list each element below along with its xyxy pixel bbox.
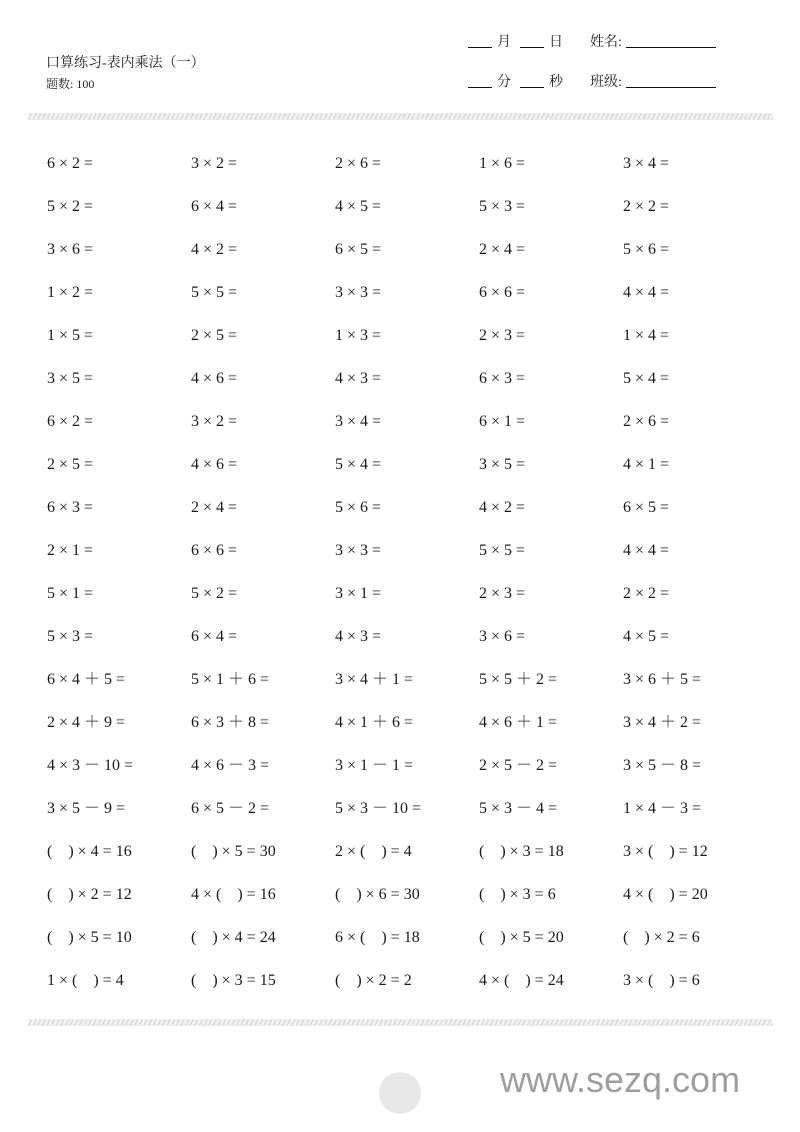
problem-cell: 4 × 4 =: [623, 542, 670, 559]
problem-cell: 4 × 5 =: [623, 628, 670, 645]
problem-cell: 4 × 1 =: [623, 456, 670, 473]
problem-cell: 3 × 2 =: [191, 413, 238, 430]
problem-cell: ( ) × 5 = 20: [479, 929, 564, 946]
problem-cell: 3 × 4 =: [335, 413, 382, 430]
problem-cell: 2 × 6 =: [623, 413, 670, 430]
problem-cell: 3 × 5 =: [47, 370, 94, 387]
month-label: 月: [497, 35, 511, 50]
problem-cell: 4 × 6 － 3 =: [191, 757, 270, 774]
problem-cell: 1 × 6 =: [479, 155, 526, 172]
problem-cell: 2 × 4 =: [191, 499, 238, 516]
minute-label: 分: [497, 75, 511, 90]
problem-cell: 1 × 4 － 3 =: [623, 800, 702, 817]
day-label: 日: [549, 35, 563, 50]
problem-cell: ( ) × 3 = 15: [191, 972, 276, 989]
problem-cell: 3 × 3 =: [335, 284, 382, 301]
bottom-hatched-divider: [28, 1019, 773, 1026]
problem-cell: 2 × 5 =: [191, 327, 238, 344]
problem-cell: 4 × 4 =: [623, 284, 670, 301]
logo-circle-icon: [379, 1072, 421, 1114]
problem-cell: 4 × 3 =: [335, 370, 382, 387]
date-name-row: [468, 32, 716, 52]
problem-cell: ( ) × 2 = 6: [623, 929, 700, 946]
problem-cell: 6 × 6 =: [191, 542, 238, 559]
problem-cell: 6 × 5 =: [335, 241, 382, 258]
problem-cell: 3 × 5 =: [479, 456, 526, 473]
problem-cell: 2 × 4 =: [479, 241, 526, 258]
problem-cell: 3 × 6 =: [47, 241, 94, 258]
problem-cell: 5 × 3 － 10 =: [335, 800, 422, 817]
worksheet-title: 口算练习-表内乘法（一）: [46, 56, 205, 71]
problem-cell: 5 × 4 =: [623, 370, 670, 387]
problem-cell: 4 × 6 =: [191, 370, 238, 387]
problem-cell: 3 × 2 =: [191, 155, 238, 172]
problem-cell: 2 × 6 =: [335, 155, 382, 172]
second-label: 秒: [549, 75, 563, 90]
problem-cell: 4 × 3 =: [335, 628, 382, 645]
problem-cell: 6 × 3 =: [47, 499, 94, 516]
problem-cell: 3 × 5 － 8 =: [623, 757, 702, 774]
problem-cell: 6 × 4 =: [191, 198, 238, 215]
problem-cell: 2 × 4 ＋ 9 =: [47, 714, 126, 731]
problem-cell: 5 × 4 =: [335, 456, 382, 473]
problem-cell: 6 × 4 ＋ 5 =: [47, 671, 126, 688]
problem-cell: 6 × 2 =: [47, 413, 94, 430]
problem-cell: 4 × 3 － 10 =: [47, 757, 134, 774]
problem-cell: 6 × 5 =: [623, 499, 670, 516]
problem-cell: 1 × 2 =: [47, 284, 94, 301]
problem-cell: 3 × 1 － 1 =: [335, 757, 414, 774]
problem-cell: 4 × ( ) = 16: [191, 886, 276, 903]
problem-cell: 4 × ( ) = 20: [623, 886, 708, 903]
problem-cell: ( ) × 5 = 10: [47, 929, 132, 946]
site-watermark: www.sezq.com: [500, 1059, 741, 1100]
problem-cell: 5 × 2 =: [191, 585, 238, 602]
month-blank[interactable]: [468, 47, 492, 48]
problem-cell: 5 × 1 ＋ 6 =: [191, 671, 270, 688]
problem-cell: 1 × 4 =: [623, 327, 670, 344]
problem-cell: 2 × 3 =: [479, 585, 526, 602]
problem-cell: 1 × 3 =: [335, 327, 382, 344]
problem-cell: 3 × 4 =: [623, 155, 670, 172]
problem-cell: 3 × ( ) = 6: [623, 972, 700, 989]
problem-cell: 6 × 1 =: [479, 413, 526, 430]
problem-cell: 6 × 3 =: [479, 370, 526, 387]
problem-cell: 3 × 1 =: [335, 585, 382, 602]
problem-cell: 5 × 3 =: [479, 198, 526, 215]
problem-cell: 2 × 2 =: [623, 585, 670, 602]
problem-cell: 3 × 5 － 9 =: [47, 800, 126, 817]
problem-cell: ( ) × 4 = 16: [47, 843, 132, 860]
problem-cell: 4 × 6 ＋ 1 =: [479, 714, 558, 731]
problem-cell: 2 × 2 =: [623, 198, 670, 215]
problem-cell: 5 × 1 =: [47, 585, 94, 602]
problem-cell: 6 × 3 ＋ 8 =: [191, 714, 270, 731]
problem-cell: ( ) × 2 = 2: [335, 972, 412, 989]
problem-cell: 3 × 6 ＋ 5 =: [623, 671, 702, 688]
problem-count: [46, 77, 94, 92]
problem-cell: ( ) × 3 = 6: [479, 886, 556, 903]
problem-cell: ( ) × 4 = 24: [191, 929, 276, 946]
problem-cell: ( ) × 2 = 12: [47, 886, 132, 903]
problem-cell: 6 × 2 =: [47, 155, 94, 172]
problem-cell: 4 × 2 =: [191, 241, 238, 258]
problem-count-label: 题数:: [46, 77, 74, 91]
problem-cell: 5 × 6 =: [623, 241, 670, 258]
problem-cell: 5 × 5 ＋ 2 =: [479, 671, 558, 688]
problem-cell: 1 × ( ) = 4: [47, 972, 124, 989]
problem-cell: 4 × 1 ＋ 6 =: [335, 714, 414, 731]
problem-cell: 6 × 6 =: [479, 284, 526, 301]
problem-cell: 2 × ( ) = 4: [335, 843, 412, 860]
problem-cell: 5 × 2 =: [47, 198, 94, 215]
time-class-row: [468, 72, 716, 92]
problem-cell: 6 × ( ) = 18: [335, 929, 420, 946]
problem-cell: 1 × 5 =: [47, 327, 94, 344]
class-label: 班级:: [590, 75, 622, 90]
name-label: 姓名:: [590, 35, 622, 50]
problem-cell: 4 × 2 =: [479, 499, 526, 516]
problem-count-value: 100: [76, 77, 95, 91]
second-blank[interactable]: [520, 87, 544, 88]
problem-cell: ( ) × 3 = 18: [479, 843, 564, 860]
problem-cell: 3 × 4 ＋ 1 =: [335, 671, 414, 688]
minute-blank[interactable]: [468, 87, 492, 88]
problem-cell: 5 × 3 =: [47, 628, 94, 645]
problem-cell: 3 × 3 =: [335, 542, 382, 559]
problem-cell: 6 × 5 － 2 =: [191, 800, 270, 817]
problem-cell: 5 × 3 － 4 =: [479, 800, 558, 817]
class-blank[interactable]: [626, 87, 716, 88]
problem-grid: [47, 152, 767, 1012]
problem-cell: 4 × 5 =: [335, 198, 382, 215]
day-blank[interactable]: [520, 47, 544, 48]
problem-cell: 6 × 4 =: [191, 628, 238, 645]
problem-cell: 5 × 5 =: [191, 284, 238, 301]
top-hatched-divider: [28, 113, 773, 120]
problem-cell: 3 × ( ) = 12: [623, 843, 708, 860]
problem-cell: 3 × 6 =: [479, 628, 526, 645]
problem-cell: 5 × 6 =: [335, 499, 382, 516]
problem-cell: 2 × 5 － 2 =: [479, 757, 558, 774]
problem-cell: 2 × 1 =: [47, 542, 94, 559]
name-blank[interactable]: [626, 47, 716, 48]
problem-cell: ( ) × 6 = 30: [335, 886, 420, 903]
problem-cell: 2 × 5 =: [47, 456, 94, 473]
problem-cell: 5 × 5 =: [479, 542, 526, 559]
problem-cell: 4 × ( ) = 24: [479, 972, 564, 989]
problem-cell: 4 × 6 =: [191, 456, 238, 473]
problem-cell: ( ) × 5 = 30: [191, 843, 276, 860]
problem-cell: 2 × 3 =: [479, 327, 526, 344]
problem-cell: 3 × 4 ＋ 2 =: [623, 714, 702, 731]
